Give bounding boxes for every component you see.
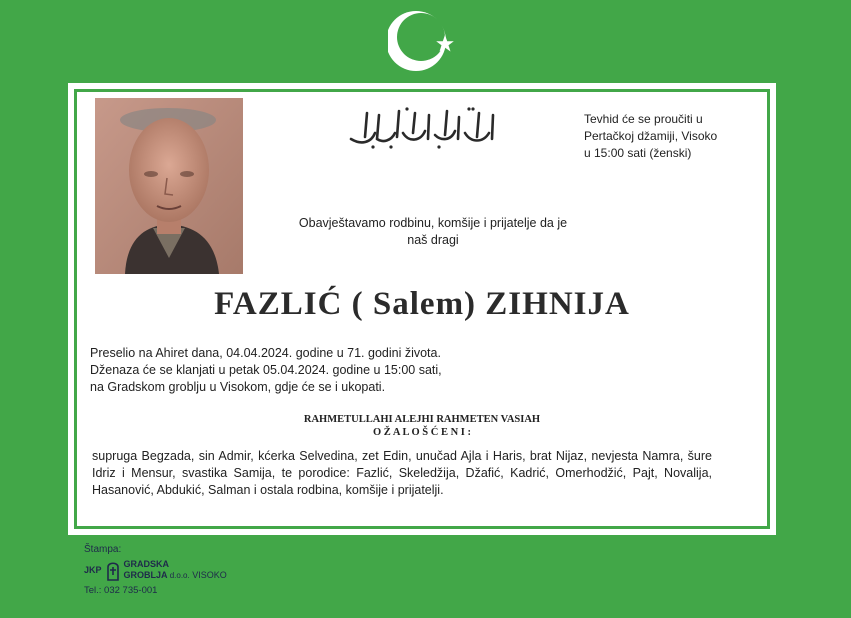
print-label: Štampa: — [84, 544, 122, 555]
announcement — [268, 215, 598, 249]
printer-phone: Tel.: 032 735-001 — [84, 585, 158, 596]
company-name: GRADSKA GROBLJA d.o.o. VISOKO — [123, 559, 227, 580]
announcement-line: naš dragi — [407, 233, 459, 247]
service-line: Pertačkoj džamiji, Visoko — [584, 129, 718, 143]
mourners-list: supruga Begzada, sin Admir, kćerka Selvedina, zet Edin, unučad Ajla i Haris, brat Nijaz, nevjesta Namra, šure Idriz i Mensur, svastika Samija, te porodice: Fazlić, Skeledžija, Džafić, Kadrić, Omerhodžić, Pajt, Novalija, Hasanović, Abdukić, Salman i ostala rodbina, komšije i prijatelji. — [92, 449, 712, 497]
obituary-notice — [68, 83, 776, 535]
details-line: na Gradskom groblju u Visokom, gdje će se i ukopati. — [90, 380, 386, 394]
details-line: Dženaza će se klanjati u petak 05.04.2024. godine u 15:00 sati, — [90, 363, 442, 377]
mourners-heading: O Ž A L O Š Ć E N I : — [372, 427, 472, 438]
deceased-name: FAZLIĆ ( Salem) ZIHNIJA — [214, 286, 630, 322]
service-info — [584, 111, 764, 162]
printer-logo — [84, 559, 284, 581]
crescent-star-icon — [388, 10, 460, 72]
service-line: u 15:00 sati (ženski) — [584, 146, 692, 160]
company-prefix: JKP — [84, 565, 102, 575]
prayer-line: RAHMETULLAHI ALEJHI RAHMETEN VASIAH — [303, 414, 541, 425]
prayer-block — [68, 413, 776, 439]
deceased-photo — [95, 98, 243, 274]
funeral-details — [90, 345, 510, 396]
details-line: Preselio na Ahiret dana, 04.04.2024. godine u 71. godini života. — [90, 346, 441, 360]
cemetery-logo-icon — [105, 559, 121, 581]
service-line: Tevhid će se proučiti u — [584, 112, 703, 126]
printer-footer — [84, 544, 284, 596]
announcement-line: Obavještavamo rodbinu, komšije i prijatelje da je — [298, 216, 568, 230]
calligraphy-inscription — [343, 103, 503, 153]
